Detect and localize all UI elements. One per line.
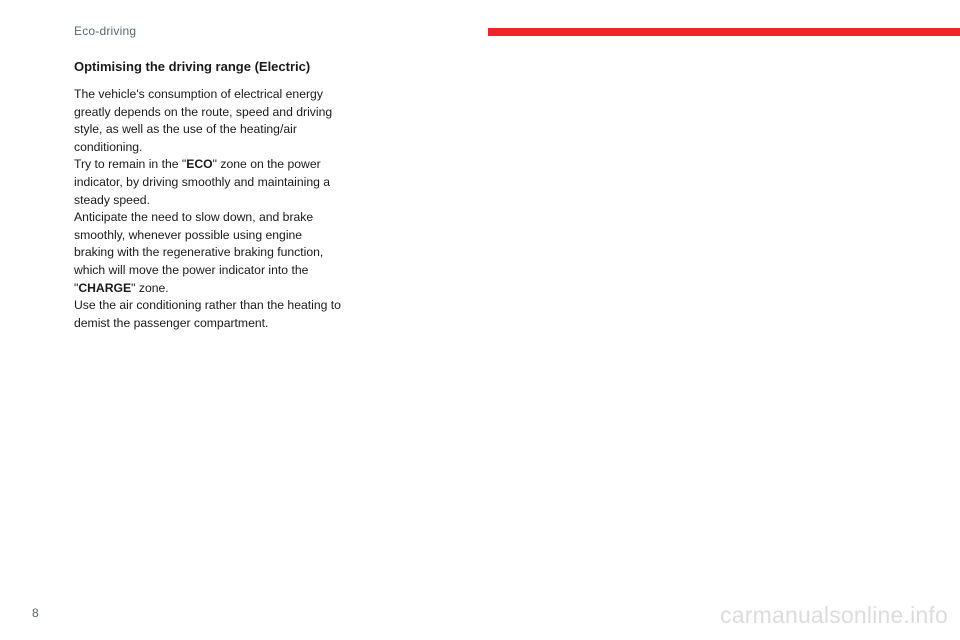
paragraph-text: " zone on the power indicator, by driving smoothly and maintaining a steady speed. xyxy=(74,157,331,207)
paragraph-air-conditioning xyxy=(74,297,344,332)
paragraph-text: " zone. xyxy=(131,280,169,295)
paragraph-consumption xyxy=(74,86,344,156)
paragraph-eco-zone xyxy=(74,156,344,209)
eco-zone-label: ECO xyxy=(186,157,213,172)
paragraph-text: Try to remain in the " xyxy=(74,157,187,172)
charge-zone-label: CHARGE xyxy=(78,280,132,295)
paragraph-text: The vehicle's consumption of electrical energy greatly depends on the route, speed and driving style, as well as the use of the heating/air conditioning. xyxy=(74,87,333,154)
paragraph-text: Use the air conditioning rather than the heating to demist the passenger compartment. xyxy=(74,298,341,330)
header-accent-bar xyxy=(488,28,960,36)
section-title: Optimising the driving range (Electric) xyxy=(74,59,311,74)
watermark: carmanualsonline.info xyxy=(720,602,948,628)
paragraph-text: Anticipate the need to slow down, and brake smoothly, whenever possible using engine braking with the regenerative braking function, which will move the power indicator into the " xyxy=(74,210,324,295)
paragraph-braking xyxy=(74,209,344,297)
section-header-label: Eco-driving xyxy=(74,24,137,38)
page-number: 8 xyxy=(32,606,39,620)
main-content xyxy=(74,58,344,332)
